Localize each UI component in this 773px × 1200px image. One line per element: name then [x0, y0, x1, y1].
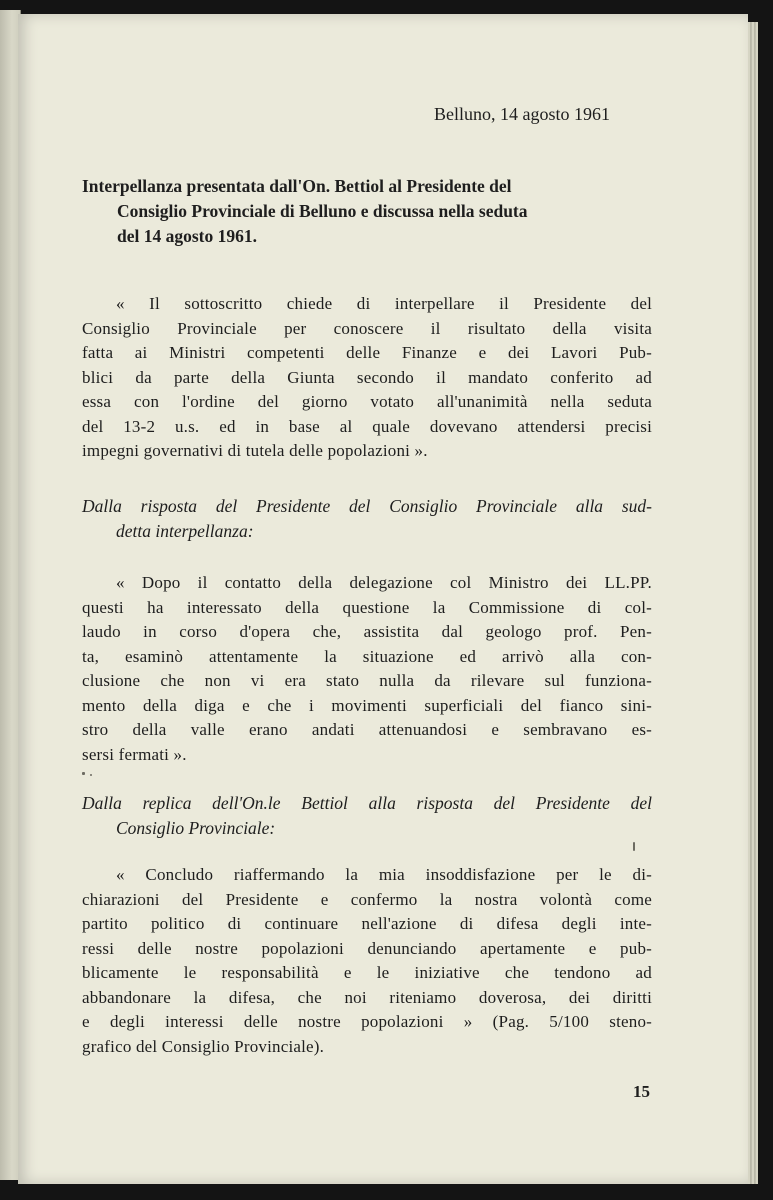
- book-page: [18, 14, 748, 1184]
- text-line: detta interpellanza:: [116, 521, 254, 541]
- bettiol-reply-text: [82, 863, 652, 1059]
- text-line: questi ha interessato della questione la Commissione di col-: [82, 597, 652, 617]
- document-heading: [82, 174, 650, 249]
- text-line: del 13-2 u.s. ed in base al quale dovevano attendersi precisi: [82, 416, 652, 436]
- heading-line: Consiglio Provinciale di Belluno e discussa nella seduta: [117, 201, 528, 221]
- text-line: Dalla risposta del Presidente del Consiglio Provinciale alla sud-: [82, 496, 652, 516]
- text-line: blici da parte della Giunta secondo il mandato conferito ad: [82, 367, 652, 387]
- print-speck: [633, 842, 635, 851]
- text-line: impegni governativi di tutela delle popolazioni ».: [82, 441, 428, 460]
- text-line: Dalla replica dell'On.le Bettiol alla risposta del Presidente del: [82, 793, 652, 813]
- text-line: ressi delle nostre popolazioni denunciando apertamente e pub-: [82, 938, 652, 958]
- text-line: sersi fermati ».: [82, 744, 187, 764]
- text-line: partito politico di continuare nell'azione di difesa degli inte-: [82, 914, 652, 933]
- heading-line: Interpellanza presentata dall'On. Bettiol al Presidente del: [82, 176, 512, 196]
- text-line: « Concludo riaffermando la mia insoddisfazione per le di-: [116, 865, 652, 884]
- text-line: stro della valle erano andati attenuandosi e sembravano es-: [82, 720, 652, 739]
- text-line: essa con l'ordine del giorno votato all'unanimità nella seduta: [82, 392, 652, 411]
- text-line: mento della diga e che i movimenti superficiali del fianco sini-: [82, 695, 652, 715]
- text-line: « Dopo il contatto della delegazione col Ministro dei LL.PP.: [116, 573, 652, 592]
- date-line: Belluno, 14 agosto 1961: [434, 104, 610, 124]
- text-line: Consiglio Provinciale:: [116, 818, 276, 838]
- text-line: e degli interessi delle nostre popolazioni » (Pag. 5/100 steno-: [82, 1012, 652, 1031]
- text-line: laudo in corso d'opera che, assistita dal geologo prof. Pen-: [82, 622, 652, 641]
- response-intro: [82, 494, 652, 544]
- reply-intro: [82, 791, 652, 841]
- text-line: chiarazioni del Presidente e confermo la nostra volontà come: [82, 889, 652, 909]
- president-response-text: [82, 571, 652, 767]
- page-number: 15: [633, 1082, 650, 1101]
- text-line: blicamente le responsabilità e le iniziative che tendono ad: [82, 963, 652, 982]
- text-line: grafico del Consiglio Provinciale).: [82, 1036, 325, 1056]
- text-line: ta, esaminò attentamente la situazione ed arrivò alla con-: [82, 646, 652, 666]
- text-line: abbandonare la difesa, che noi riteniamo doverosa, dei diritti: [82, 987, 652, 1007]
- text-line: Consiglio Provinciale per conoscere il risultato della visita: [82, 318, 652, 338]
- text-line: clusione che non vi era stato nulla da rilevare sul funziona-: [82, 671, 652, 690]
- print-speck: [90, 774, 92, 776]
- interpellation-text: [82, 292, 652, 464]
- text-line: fatta ai Ministri competenti delle Finanze e dei Lavori Pub-: [82, 343, 652, 362]
- text-line: « Il sottoscritto chiede di interpellare il Presidente del: [116, 294, 652, 313]
- heading-line: del 14 agosto 1961.: [117, 226, 257, 246]
- print-speck: [82, 772, 85, 775]
